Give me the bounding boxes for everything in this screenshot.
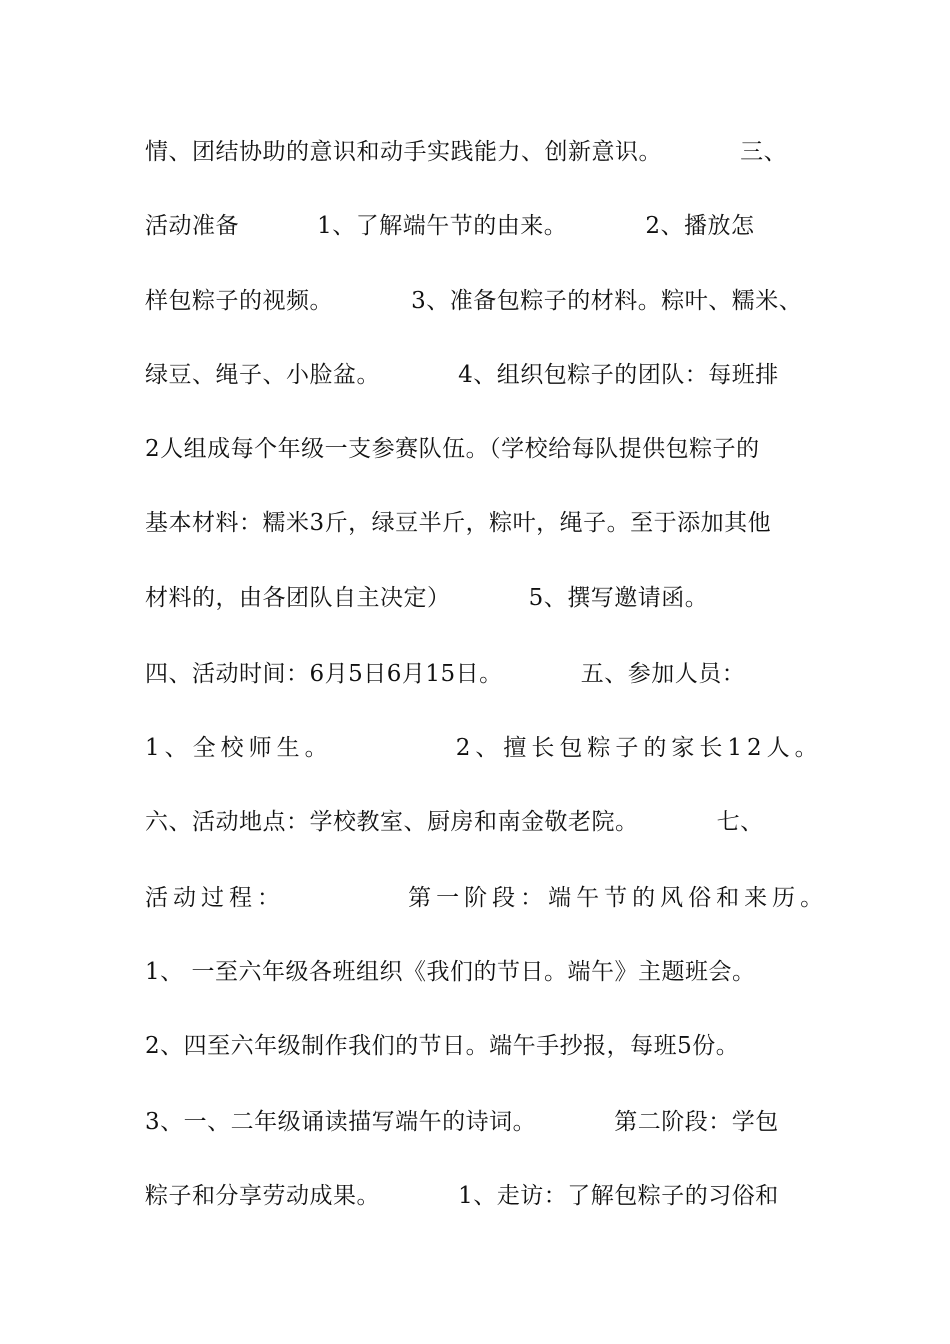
text-line: 材料的，由各团队自主决定） 5、撰写邀请函。: [145, 585, 709, 611]
text-line: 活动过程： 第一阶段：端午节的风俗和来历。: [145, 885, 829, 911]
text-line: 3、一、二年级诵读描写端午的诗词。 第二阶段：学包: [145, 1109, 779, 1135]
text-line: 1、 一至六年级各班组织《我们的节日。端午》主题班会。: [145, 959, 756, 985]
text-line: 2人组成每个年级一支参赛队伍。（学校给每队提供包粽子的: [145, 436, 760, 462]
text-line: 绿豆、绳子、小脸盆。 4、组织包粽子的团队：每班排: [145, 362, 779, 388]
text-line: 六、活动地点：学校教室、厨房和南金敬老院。 七、: [145, 809, 764, 835]
text-line: 样包粽子的视频。 3、准备包粽子的材料。粽叶、糯米、: [145, 288, 803, 314]
text-line: 粽子和分享劳动成果。 1、走访：了解包粽子的习俗和: [145, 1183, 779, 1209]
text-line: 情、团结协助的意识和动手实践能力、创新意识。 三、: [145, 139, 788, 165]
text-line: 活动准备 1、了解端午节的由来。 2、播放怎: [145, 213, 755, 239]
text-line: 四、活动时间：6月5日6月15日。 五、参加人员：: [145, 661, 746, 687]
text-line: 基本材料：糯米3斤，绿豆半斤，粽叶，绳子。至于添加其他: [145, 510, 772, 536]
text-line: 1、全校师生。 2、擅长包粽子的家长12人。: [145, 735, 823, 761]
text-line: 2、四至六年级制作我们的节日。端午手抄报，每班5份。: [145, 1033, 740, 1059]
